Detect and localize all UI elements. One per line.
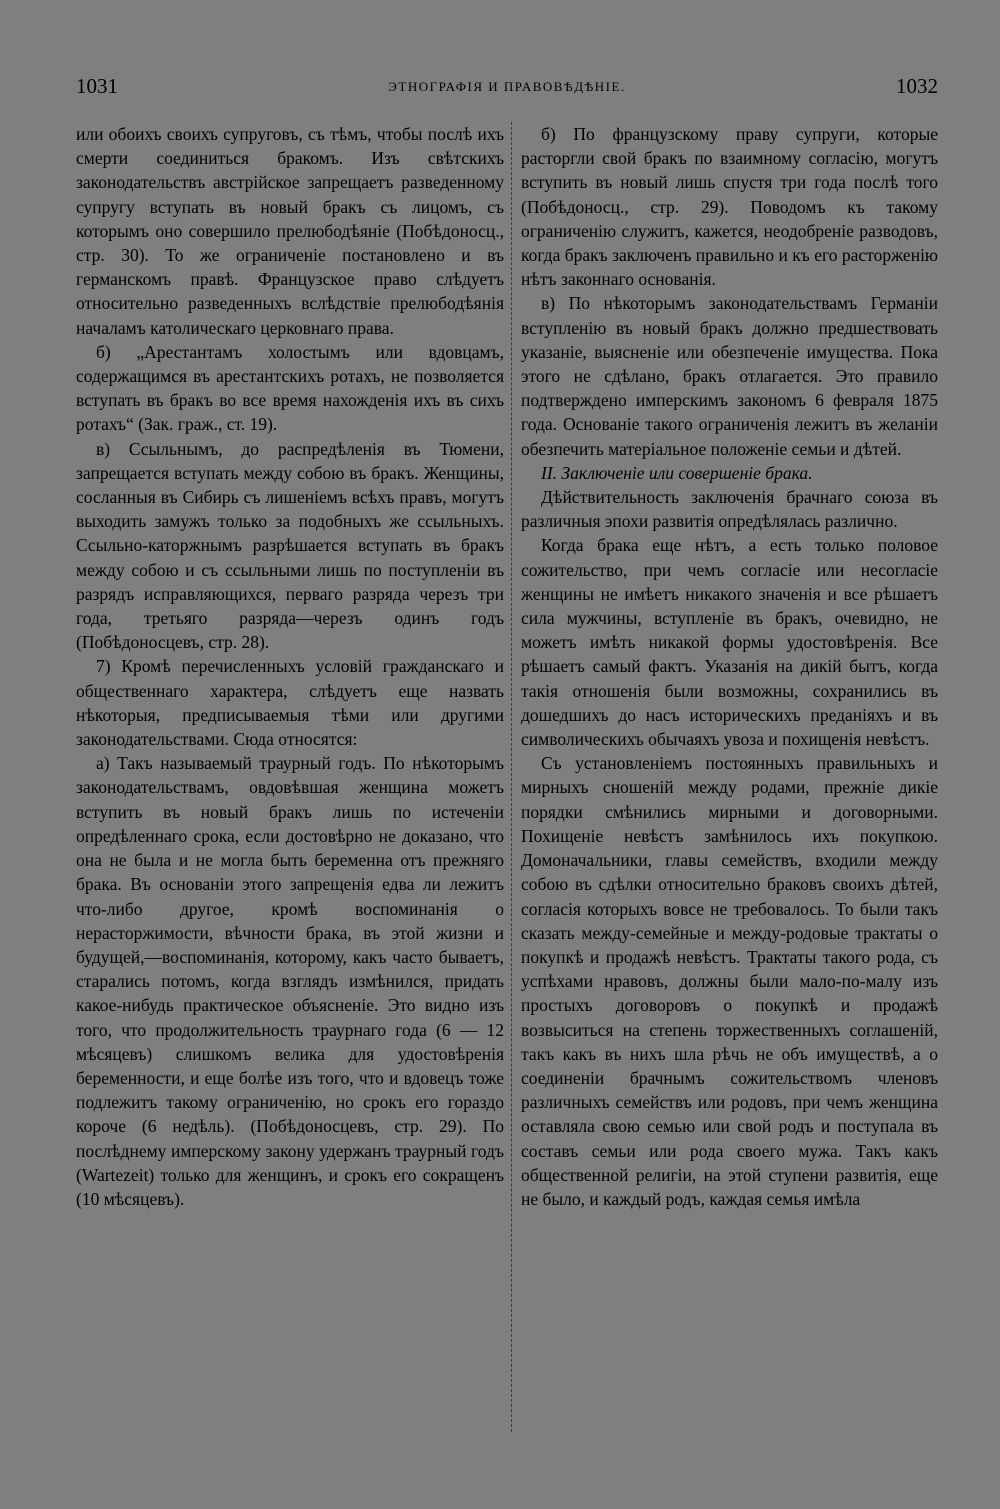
- column-separator: [511, 122, 512, 1432]
- section-heading: II. Заключеніе или совершеніе брака.: [541, 462, 813, 483]
- paragraph: б) „Арестантамъ холостымъ или вдовцамъ, содержащимся въ арестантскихъ ротахъ, не позволяется вступать въ бракъ во все время нахожденія ихъ въ сихъ ротахъ“ (Зак. граж., ст. 19).: [76, 341, 504, 435]
- page-number-left: 1031: [76, 74, 118, 98]
- paragraph: или обоихъ своихъ супруговъ, съ тѣмъ, чтобы послѣ ихъ смерти соединиться бракомъ. Изъ свѣтскихъ законодательствъ австрійское запрещаетъ разведенному супругу вступать въ новый бракъ съ лицомъ, съ которымъ оно совершило прелюбодѣяніе (Побѣдоносц., стр. 30). То же ограниченіе постановлено и въ германскомъ правѣ. Французское право слѣдуетъ относительно разведенныхъ вслѣдствіе прелюбодѣянія началамъ католическаго церковнаго права.: [76, 124, 504, 338]
- paragraph: в) Ссыльнымъ, до распредѣленія въ Тюмени, запрещается вступать между собою въ бракъ. Женщины, сосланныя въ Сибирь съ лишеніемъ всѣхъ правъ, могутъ выходить замужъ только за подобныхъ же ссыльныхъ. Ссыльно-каторжнымъ разрѣшается вступать въ бракъ между собою и съ ссыльными лишь по поступленіи въ разрядъ исправляющихся, перваго разряда черезъ три года, третьяго разряда—черезъ одинъ годъ (Побѣдоносцевъ, стр. 28).: [76, 438, 504, 653]
- paragraph: Когда брака еще нѣтъ, а есть только половое сожительство, при чемъ согласіе или несогласіе женщины не имѣетъ никакого значенія и все рѣшаетъ сила мужчины, вступленіе въ бракъ, очевидно, не можетъ имѣть никакой формы удостовѣренія. Все рѣшаетъ самый фактъ. Указанія на дикій бытъ, когда такія отношенія были возможны, сохранились въ дошедшихъ до насъ историческихъ преданіяхъ и въ символическихъ обычаяхъ увоза и похищенія невѣстъ.: [521, 535, 938, 750]
- page-number-right: 1032: [896, 74, 938, 98]
- running-title: ЭТНОГРАФІЯ И ПРАВОВѢДѢНІЕ.: [388, 79, 626, 94]
- paragraph: Дѣйствительность заключенія брачнаго союза въ различныя эпохи развитія опредѣлялась различно.: [521, 487, 938, 532]
- page-header: [76, 74, 938, 100]
- paragraph: б) По французскому праву супруги, которые расторгли свой бракъ по взаимному согласію, могутъ вступить въ новый лишь спустя три года послѣ того (Побѣдоносц., стр. 29). Поводомъ къ такому ограниченію служитъ, кажется, неодобреніе разводовъ, когда бракъ заключенъ правильно и къ его расторженію нѣтъ законнаго основанія.: [521, 124, 938, 290]
- paragraph: а) Такъ называемый траурный годъ. По нѣкоторымъ законодательствамъ, овдовѣвшая женщина можетъ вступить въ новый бракъ лишь по истеченіи опредѣленнаго срока, если достовѣрно не доказано, что она не была и не могла быть беременна отъ прежняго брака. Въ основаніи этого запрещенія едва ли лежитъ что-либо другое, кромѣ воспоминанія о нерасторжимости, вѣчности брака, въ этой жизни и будущей,—воспоминанія, которому, какъ часто бываетъ, старались потомъ, когда взглядъ измѣнился, придать какое-нибудь практическое объясненіе. Это видно изъ того, что продолжительность траурнаго года (6 — 12 мѣсяцевъ) слишкомъ велика для удостовѣренія беременности, и еще болѣе изъ того, что и вдовецъ тоже подлежитъ такому ограниченію, но срокъ его гораздо короче (6 недѣль). (Побѣдоносцевъ, стр. 29). По послѣднему имперскому закону удержанъ траурный годъ (Wartezeit) только для женщинъ, и срокъ его сокращенъ (10 мѣсяцевъ).: [76, 753, 504, 1209]
- right-column: [521, 122, 938, 1211]
- left-column: [76, 122, 504, 1211]
- paragraph: 7) Кромѣ перечисленныхъ условій гражданскаго и общественнаго характера, слѣдуетъ еще назвать нѣкоторыя, предписываемыя тѣми или другими законодательствами. Сюда относятся:: [76, 656, 504, 750]
- paragraph: в) По нѣкоторымъ законодательствамъ Германіи вступленію въ новый бракъ должно предшествовать указаніе, выясненіе или обезпеченіе имущества. Пока этого не сдѣлано, бракъ отлагается. Это правило подтверждено имперскимъ закономъ 6 февраля 1875 года. Основаніе такого ограниченія лежитъ въ желаніи обезпечить матеріальное положеніе семьи и дѣтей.: [521, 293, 938, 459]
- paragraph: Съ установленіемъ постоянныхъ правильныхъ и мирныхъ сношеній между родами, прежніе дикіе порядки смѣнились мирными и договорными. Похищеніе невѣстъ замѣнилось ихъ покупкою. Домоначальники, главы семействъ, входили между собою въ сдѣлки относительно браковъ своихъ дѣтей, согласія которыхъ вовсе не требовалось. То были такъ сказать между-семейные и между-родовые трактаты о покупкѣ и продажѣ невѣстъ. Трактаты такого рода, съ успѣхами нравовъ, должны были мало-по-малу изъ простыхъ договоровъ о покупкѣ и продажѣ возвыситься на степень торжественныхъ соглашеній, такъ какъ въ нихъ шла рѣчь не объ имуществѣ, а о соединеніи брачнымъ сожительствомъ членовъ различныхъ семействъ или родовъ, при чемъ женщина оставляла свою семью или свой родъ и поступала въ составъ семьи или рода своего мужа. Такъ какъ общественной религіи, на этой ступени развитія, еще не было, и каждый родъ, каждая семья имѣла: [521, 753, 938, 1209]
